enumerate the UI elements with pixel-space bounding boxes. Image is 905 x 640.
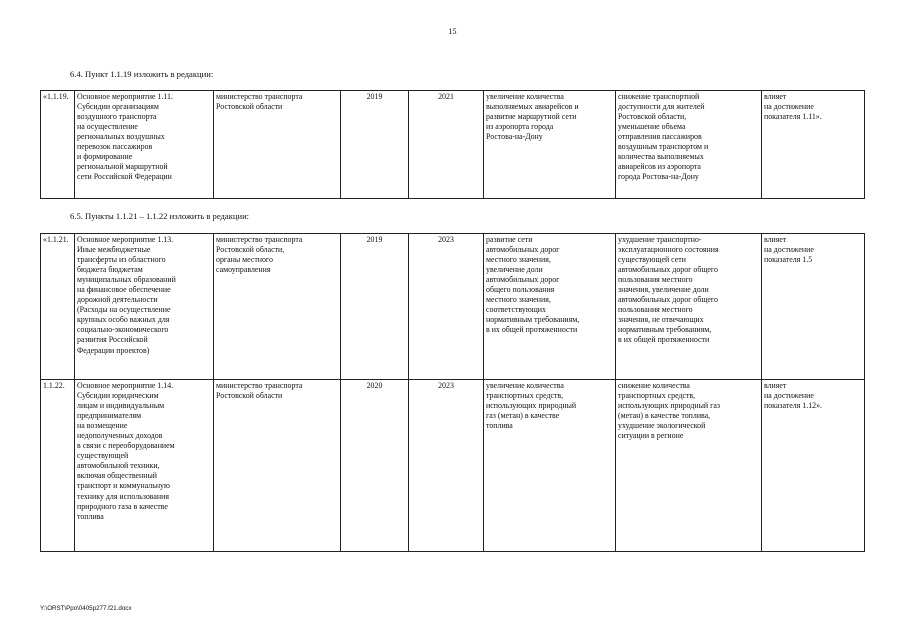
section-title-6-4: 6.4. Пункт 1.1.19 изложить в редакции: bbox=[70, 69, 214, 79]
indicator-link: влияет на достижение показателя 1.12». bbox=[762, 380, 865, 552]
table-row bbox=[41, 91, 865, 199]
start-year: 2020 bbox=[341, 380, 409, 552]
table-row bbox=[41, 380, 865, 552]
end-year: 2023 bbox=[409, 380, 484, 552]
start-year: 2019 bbox=[341, 91, 409, 199]
start-year: 2019 bbox=[341, 234, 409, 380]
executor: министерство транспорта Ростовской области bbox=[214, 380, 341, 552]
page-number: 15 bbox=[448, 27, 457, 36]
expected-result: развитие сети автомобильных дорог местного значения, увеличение доли автомобильных дорог общего пользования местного значения, соответствующих нормативным требованиям, в их общей протяженности bbox=[484, 234, 616, 380]
consequences: снижение количества транспортных средств, использующих природный газ (метан) в качестве топлива, ухудшение экологической ситуации в регионе bbox=[616, 380, 762, 552]
end-year: 2023 bbox=[409, 234, 484, 380]
footer-file-path: Y:\ORST\Ppo\0405p277.f21.docx bbox=[40, 605, 132, 612]
end-year: 2021 bbox=[409, 91, 484, 199]
table-items-1-1-21-1-1-22 bbox=[40, 233, 865, 552]
measure-name: Основное мероприятие 1.14. Субсидии юридическим лицам и индивидуальным предпринимателям на возмещение недополученных доходов в связи с переоборудованием существующей автомобильной техники, включая общественный транспорт и коммунальную технику для использования природного газа в качестве топлива bbox=[75, 380, 214, 552]
executor: министерство транспорта Ростовской области, органы местного самоуправления bbox=[214, 234, 341, 380]
executor: министерство транспорта Ростовской области bbox=[214, 91, 341, 199]
consequences: снижение транспортной доступности для жителей Ростовской области, уменьшение объема отправления пассажиров воздушным транспортом и количества выполняемых авиарейсов из аэропорта города Ростова-на-Дону bbox=[616, 91, 762, 199]
expected-result: увеличение количества выполняемых авиарейсов и развитие маршрутной сети из аэропорта города Ростова-на-Дону bbox=[484, 91, 616, 199]
item-code: «1.1.21. bbox=[41, 234, 75, 380]
measure-name: Основное мероприятие 1.11. Субсидии организациям воздушного транспорта на осуществление региональных воздушных перевозок пассажиров и формирование региональной маршрутной сети Российской Федерации bbox=[75, 91, 214, 199]
consequences: ухудшение транспортно- эксплуатационного состояния существующей сети автомобильных дорог общего пользования местного значения, увеличение доли автомобильных дорог общего пользования местного значения, не отвечающих нормативным требованиям, в их общей протяженности bbox=[616, 234, 762, 380]
table-item-1-1-19 bbox=[40, 90, 865, 199]
item-code: «1.1.19. bbox=[41, 91, 75, 199]
section-title-6-5: 6.5. Пункты 1.1.21 – 1.1.22 изложить в редакции: bbox=[70, 211, 250, 221]
measure-name: Основное мероприятие 1.13. Иные межбюджетные трансферты из областного бюджета бюджетам муниципальных образований на финансовое обеспечение дорожной деятельности (Расходы на осуществление крупных особо важных для социально-экономического развития Российской Федерации проектов) bbox=[75, 234, 214, 380]
indicator-link: влияет на достижение показателя 1.5 bbox=[762, 234, 865, 380]
indicator-link: влияет на достижение показателя 1.11». bbox=[762, 91, 865, 199]
expected-result: увеличение количества транспортных средств, использующих природный газ (метан) в качестве топлива bbox=[484, 380, 616, 552]
table-row bbox=[41, 234, 865, 380]
item-code: 1.1.22. bbox=[41, 380, 75, 552]
